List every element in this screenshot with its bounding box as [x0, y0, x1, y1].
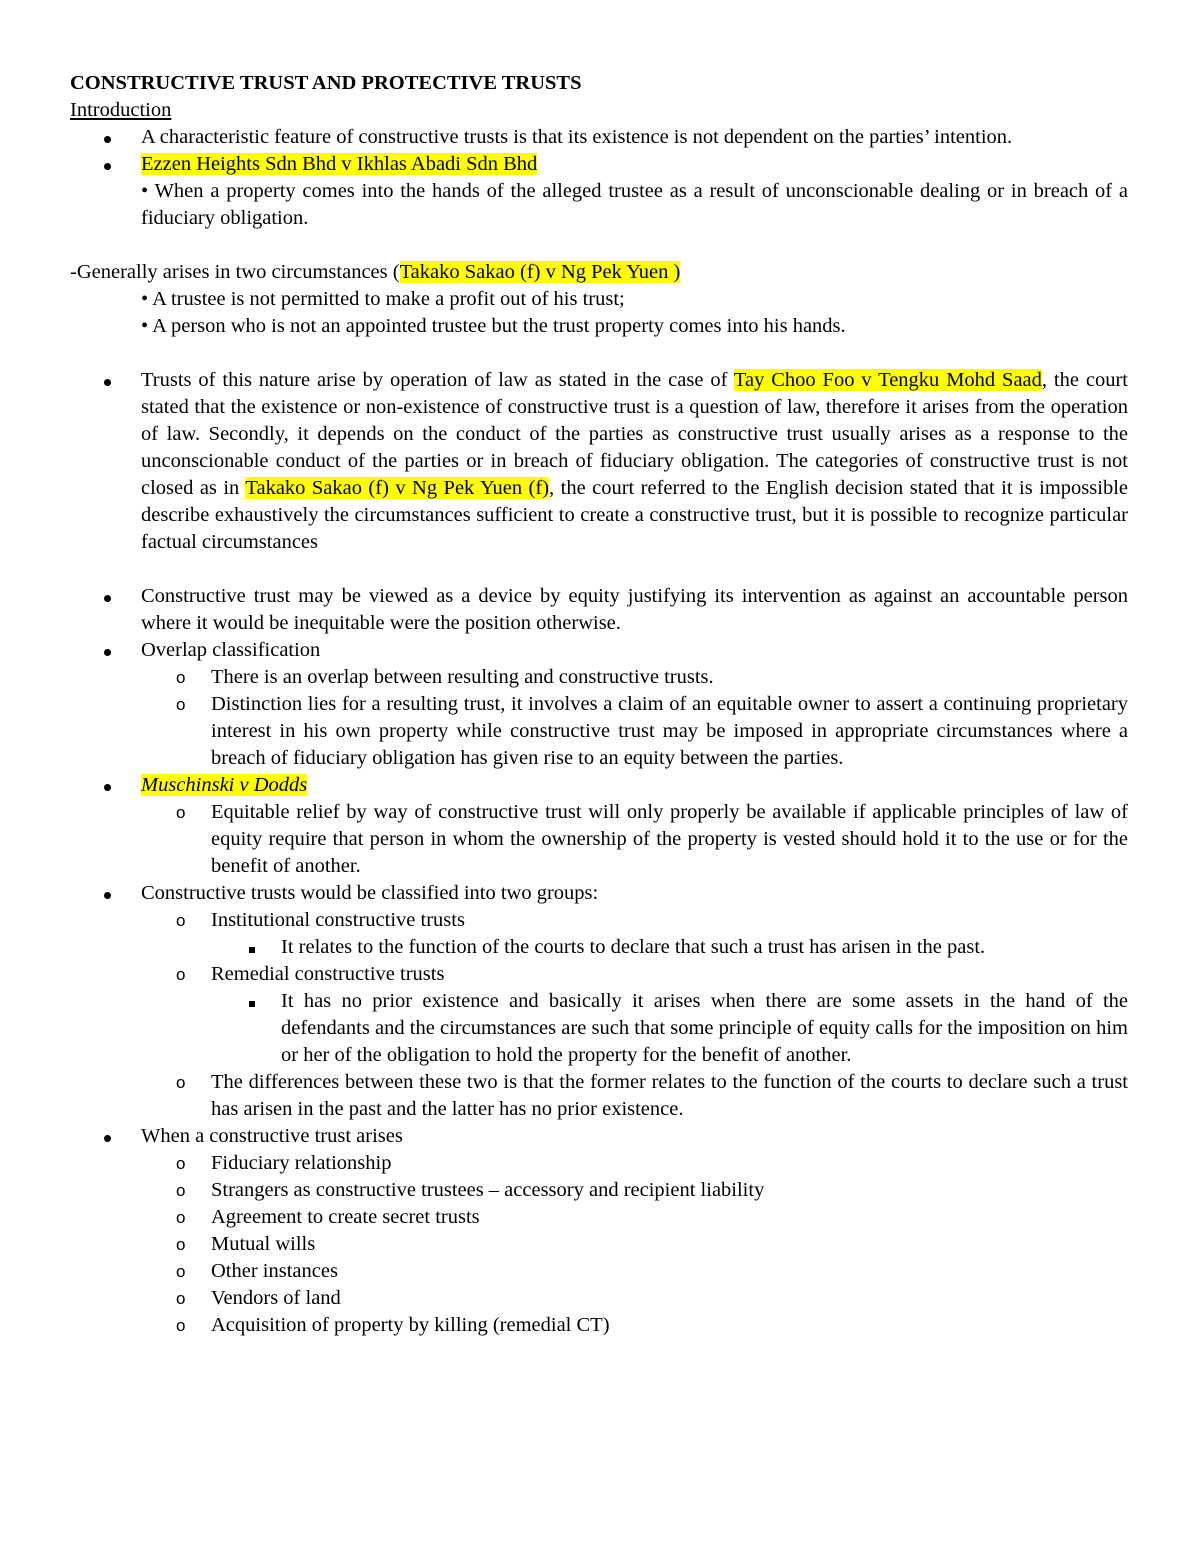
- sub-bullet-text: Vendors of land: [211, 1287, 341, 1309]
- square-bullet-icon: [249, 988, 255, 1015]
- square-bullet-icon: [249, 934, 255, 961]
- circle-bullet-icon: o: [176, 1235, 186, 1254]
- bullet-item: [70, 1123, 1128, 1150]
- bullet-dot-icon: [104, 637, 111, 664]
- sub-bullet-item: [70, 1231, 1128, 1258]
- bullet-dot-icon: [104, 880, 111, 907]
- bullet-item: [70, 637, 1128, 664]
- bullet-text: When a constructive trust arises: [141, 1125, 403, 1147]
- circle-bullet-icon: o: [176, 1073, 186, 1092]
- sub-bullet-item: [70, 907, 1128, 934]
- bullet-text: Overlap classification: [141, 639, 321, 661]
- paragraph-text: -Generally arises in two circumstances (: [70, 261, 400, 283]
- bullet-dot-icon: [104, 124, 111, 151]
- sub-bullet-text: There is an overlap between resulting and constructive trusts.: [211, 666, 714, 688]
- document-title: CONSTRUCTIVE TRUST AND PROTECTIVE TRUSTS: [70, 72, 582, 94]
- sub-bullet-text: Agreement to create secret trusts: [211, 1206, 480, 1228]
- case-name-highlight: Muschinski v Dodds: [141, 774, 308, 796]
- bullet-dot-icon: [104, 367, 111, 394]
- circle-bullet-icon: o: [176, 803, 186, 822]
- case-summary: [70, 178, 1128, 232]
- sub-bullet-item: [70, 664, 1128, 691]
- bullet-text: Constructive trusts would be classified into two groups:: [141, 882, 599, 904]
- sub-bullet-item: [70, 1204, 1128, 1231]
- sub-sub-bullet-text: It has no prior existence and basically it arises when there are some assets in the hand of the defendants and the circumstances are such that some principle of equity calls for the imposition on him or her of the obligation to hold the property for the benefit of another.: [281, 990, 1128, 1066]
- bullet-dot-icon: [104, 583, 111, 610]
- paragraph-generally: [70, 259, 1128, 286]
- sub-bullet-text: Institutional constructive trusts: [211, 909, 465, 931]
- bullet-item: [70, 772, 1128, 799]
- document-page: [70, 70, 1128, 1339]
- sub-bullet-text: Other instances: [211, 1260, 338, 1282]
- circle-bullet-icon: o: [176, 1289, 186, 1308]
- bullet-item: [70, 151, 1128, 178]
- sub-bullet-item: [70, 1258, 1128, 1285]
- sub-bullet-item: [70, 691, 1128, 772]
- sub-bullet-text: Equitable relief by way of constructive trust will only properly be available if applicable principles of law of equity require that person in whom the ownership of the property is vested should hold it to the use or for the benefit of another.: [211, 801, 1128, 877]
- sub-bullet-item: [70, 1285, 1128, 1312]
- sub-bullet-item: [70, 1150, 1128, 1177]
- bullet-dot-icon: [104, 772, 111, 799]
- circle-bullet-icon: o: [176, 965, 186, 984]
- circle-bullet-icon: o: [176, 1181, 186, 1200]
- case-summary-text: • When a property comes into the hands of the alleged trustee as a result of unconscionable dealing or in breach of a fiduciary obligation.: [141, 180, 1128, 229]
- paragraph-item: [70, 286, 1128, 313]
- case-name-highlight: Tay Choo Foo v Tengku Mohd Saad: [733, 369, 1042, 391]
- paragraph-item-text: • A person who is not an appointed trustee but the trust property comes into his hands.: [141, 315, 846, 337]
- sub-bullet-item: [70, 1069, 1128, 1123]
- bullet-text: Constructive trust may be viewed as a device by equity justifying its intervention as against an accountable person where it would be inequitable were the position otherwise.: [141, 585, 1128, 634]
- bullet-dot-icon: [104, 151, 111, 178]
- sub-bullet-item: [70, 961, 1128, 988]
- circle-bullet-icon: o: [176, 911, 186, 930]
- section-heading-introduction: Introduction: [70, 99, 172, 121]
- sub-bullet-text: Strangers as constructive trustees – accessory and recipient liability: [211, 1179, 765, 1201]
- sub-bullet-text: Mutual wills: [211, 1233, 316, 1255]
- bullet-text: Trusts of this nature arise by operation of law as stated in the case of: [141, 369, 734, 391]
- bullet-text: , the court referred to the English decision stated that it is impossible describe exhaustively the circumstances sufficient to create a constructive trust, but it is possible to recognize particular factual circumstances: [141, 477, 1128, 553]
- sub-sub-bullet-item: [70, 934, 1128, 961]
- paragraph-item-text: • A trustee is not permitted to make a profit out of his trust;: [141, 288, 625, 310]
- sub-sub-bullet-text: It relates to the function of the courts to declare that such a trust has arisen in the past.: [281, 936, 986, 958]
- sub-bullet-text: Fiduciary relationship: [211, 1152, 392, 1174]
- circle-bullet-icon: o: [176, 1316, 186, 1335]
- sub-bullet-item: [70, 799, 1128, 880]
- sub-bullet-item: [70, 1312, 1128, 1339]
- circle-bullet-icon: o: [176, 1262, 186, 1281]
- circle-bullet-icon: o: [176, 695, 186, 714]
- bullet-item: [70, 367, 1128, 556]
- bullet-item: [70, 124, 1128, 151]
- bullet-text: A characteristic feature of constructive trusts is that its existence is not dependent on the parties’ intention.: [141, 126, 1013, 148]
- circle-bullet-icon: o: [176, 1208, 186, 1227]
- sub-bullet-text: Distinction lies for a resulting trust, it involves a claim of an equitable owner to assert a continuing proprietary interest in his own property while constructive trust may be imposed in appropriate circumstances where a breach of fiduciary obligation has given rise to an equity between the parties.: [211, 693, 1128, 769]
- bullet-text: , the court stated that the existence or non-existence of constructive trust is a question of law, therefore it arises from the operation of law. Secondly, it depends on the conduct of the parties as constructive trust usually arises as a response to the unconscionable conduct of the parties or in breach of fiduciary obligation. The categories of constructive trust is not closed as in: [141, 369, 1128, 499]
- sub-bullet-text: Remedial constructive trusts: [211, 963, 445, 985]
- bullet-item: [70, 880, 1128, 907]
- sub-bullet-item: [70, 1177, 1128, 1204]
- sub-bullet-text: Acquisition of property by killing (remedial CT): [211, 1314, 610, 1336]
- sub-sub-bullet-item: [70, 988, 1128, 1069]
- case-name-highlight: Takako Sakao (f) v Ng Pek Yuen ): [399, 261, 681, 283]
- bullet-dot-icon: [104, 1123, 111, 1150]
- case-name-highlight: Takako Sakao (f) v Ng Pek Yuen (f): [245, 477, 550, 499]
- circle-bullet-icon: o: [176, 668, 186, 687]
- case-name-highlight: Ezzen Heights Sdn Bhd v Ikhlas Abadi Sdn Bhd: [141, 153, 538, 175]
- circle-bullet-icon: o: [176, 1154, 186, 1173]
- paragraph-item: [70, 313, 1128, 340]
- bullet-item: [70, 583, 1128, 637]
- sub-bullet-text: The differences between these two is that the former relates to the function of the courts to declare such a trust has arisen in the past and the latter has no prior existence.: [211, 1071, 1128, 1120]
